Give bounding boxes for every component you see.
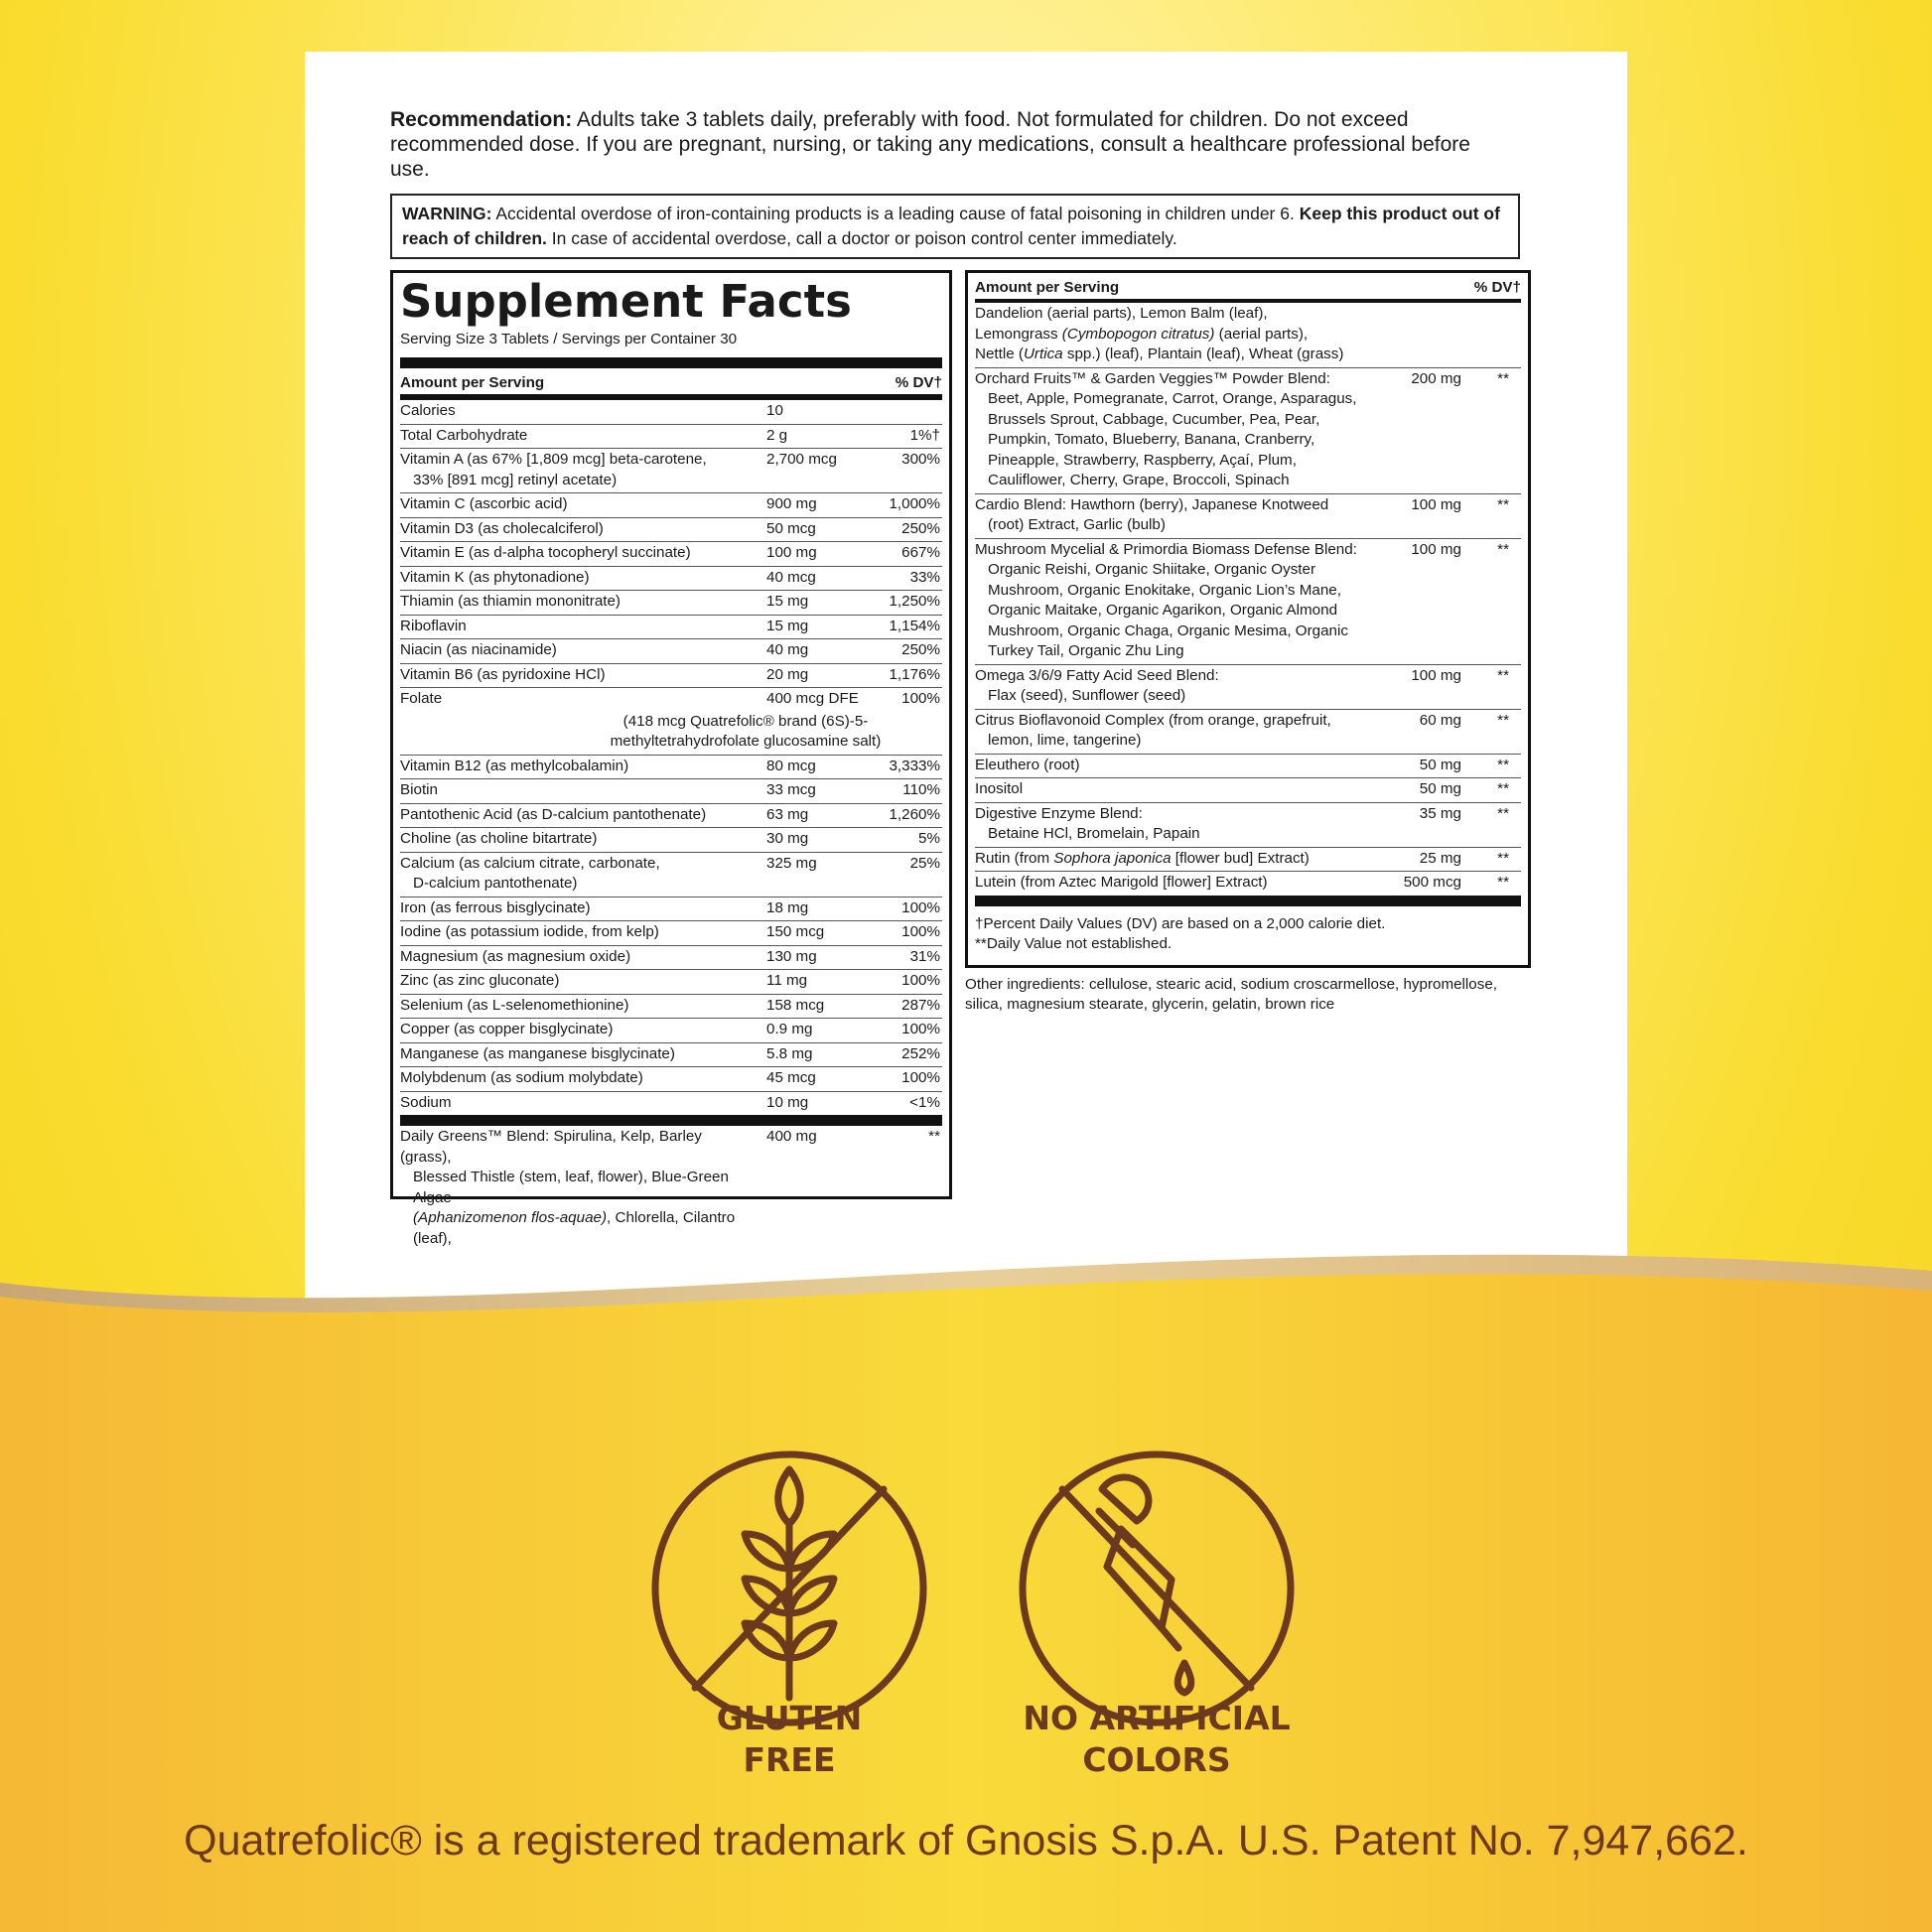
nutrient-row: [400, 425, 942, 450]
nutrient-name-text: Pantothenic Acid (as D-calcium pantothenate): [400, 805, 707, 823]
blend-dv: **: [1497, 756, 1509, 773]
nutrient-name-text: Niacin (as niacinamide): [400, 641, 557, 658]
footnote-not-established: **Daily Value not established.: [975, 934, 1173, 952]
nutrient-amount: 11 mg: [766, 972, 808, 989]
nutrient-name: [400, 400, 753, 424]
nutrient-amount: 15 mg: [766, 593, 809, 610]
nutrient-name-text: Iron (as ferrous bisglycinate): [400, 898, 591, 916]
supplement-facts-panel: [390, 270, 952, 1247]
nutrient-amount: 5.8 mg: [766, 1044, 813, 1062]
nutrient-name: Lutein (from Aztec Marigold [flower] Extract): [975, 874, 1268, 891]
nutrient-name-text: Biotin: [400, 781, 438, 798]
blend-ingredients: Betaine HCl, Bromelain, Papain: [988, 825, 1200, 842]
nutrient-row: [400, 897, 942, 922]
nutrient-name: [400, 1019, 753, 1042]
nutrient-amount: 40 mcg: [766, 568, 816, 586]
line3-italic: Urtica: [1023, 345, 1063, 362]
nutrient-row: [400, 779, 942, 804]
greens-sub2: [400, 1208, 753, 1249]
blend-amount: 100 mg: [1411, 666, 1461, 684]
line2a: Lemongrass: [975, 325, 1062, 343]
blend-amount: 200 mg: [1411, 369, 1461, 387]
nutrient-name: [400, 921, 753, 945]
header-amount: Amount per Serving: [400, 374, 545, 391]
nutrient-name-text: Copper (as copper bisglycinate): [400, 1021, 614, 1037]
nutrient-row: [400, 567, 942, 592]
blend-ingredients: (root) Extract, Garlic (bulb): [988, 516, 1166, 533]
blend-ingredients: Flax (seed), Sunflower (seed): [988, 687, 1186, 704]
greens-name: Daily Greens™ Blend: Spirulina, Kelp, Barley (grass),: [400, 1128, 702, 1166]
nutrient-row: [400, 616, 942, 640]
nutrient-dv: 25%: [909, 854, 940, 872]
blend-row: [975, 755, 1521, 779]
nutrient-name: [400, 567, 753, 591]
nutrient-name: [400, 1067, 753, 1091]
warning-text: Accidental overdose of iron-containing products is a leading cause of fatal poisoning in children under 6.: [495, 204, 1295, 223]
header-amount: Amount per Serving: [975, 279, 1120, 296]
nutrient-amount: 0.9 mg: [766, 1021, 813, 1037]
nutrient-name-text: Magnesium (as magnesium oxide): [400, 947, 631, 965]
nutrient-amount: 50 mcg: [766, 519, 816, 537]
nutrient-name-text: Vitamin K (as phytonadione): [400, 568, 590, 586]
nutrient-dv: 1,154%: [889, 617, 940, 634]
nutrient-name-text: Vitamin B12 (as methylcobalamin): [400, 757, 629, 774]
nutrient-dv: 287%: [901, 996, 940, 1014]
badge-gluten-free: [635, 1698, 943, 1781]
greens-cont-line1: Dandelion (aerial parts), Lemon Balm (leaf),: [975, 305, 1268, 322]
nutrient-name: [400, 542, 753, 566]
badge-line2: FREE: [743, 1740, 836, 1779]
nutrient-name: Folate: [400, 690, 443, 707]
blend-title: Inositol: [975, 780, 1024, 797]
greens-continued: [975, 303, 1521, 368]
nutrient-amount: 2 g: [766, 426, 788, 444]
greens-cont-line3: [975, 345, 1491, 365]
facts-header: [400, 368, 942, 400]
header-dv: % DV†: [1473, 279, 1521, 296]
nutrient-row: [400, 493, 942, 518]
nutrient-amount: 400 mg: [766, 1128, 817, 1145]
nutrient-name-sub: D-calcium pantothenate): [413, 875, 578, 892]
warning-keep-out: Keep this product out of reach of children.: [402, 204, 1500, 248]
blend-title: Omega 3/6/9 Fatty Acid Seed Blend:: [975, 666, 1219, 684]
nutrient-name: [400, 449, 753, 492]
blend-ingredients: Beet, Apple, Pomegranate, Carrot, Orange, Asparagus, Brussels Sprout, Cabbage, Cucumber, Pea, Pear, Pumpkin, Tomato, Blueberry, Banana, Cranberry, Pineapple, Strawberry, Raspberry, Açaí, Plum, Cauliflower, Cherry, Grape, Broccoli, Spinach: [988, 390, 1357, 488]
blend-name: [975, 494, 1372, 538]
nutrient-rows-2: [400, 756, 942, 1127]
footnotes: [975, 906, 1521, 954]
nutrient-row-lutein: [975, 872, 1521, 906]
nutrient-dv: **: [1497, 849, 1509, 867]
nutrient-dv: 100%: [901, 1069, 940, 1086]
nutrient-amount: 25 mg: [1419, 849, 1461, 867]
badge-line1: NO ARTIFICIAL: [1023, 1699, 1291, 1737]
nutrient-row-rutin: [975, 848, 1521, 873]
blend-amount: 100 mg: [1411, 495, 1461, 513]
blend-dv: **: [1497, 666, 1509, 684]
nutrient-row: [400, 400, 942, 425]
nutrient-amount: 45 mcg: [766, 1069, 816, 1086]
blend-name: [975, 803, 1372, 847]
nutrient-row: [400, 1043, 942, 1068]
nutrient-row: [400, 921, 942, 946]
dropper-crossed-icon: [1018, 1449, 1296, 1727]
facts-title: Supplement Facts: [400, 275, 852, 328]
nutrient-dv: 100%: [901, 923, 940, 940]
nutrient-name-sub: 33% [891 mcg] retinyl acetate): [413, 471, 618, 488]
nutrient-name-text: Riboflavin: [400, 617, 467, 634]
blend-row: [975, 778, 1521, 803]
nutrient-amount: 158 mcg: [766, 996, 825, 1014]
nutrient-row: [400, 995, 942, 1020]
greens-sub1: Blessed Thistle (stem, leaf, flower), Blue-Green Algae: [413, 1169, 729, 1206]
blend-title: Mushroom Mycelial & Primordia Biomass Defense Blend:: [975, 540, 1357, 558]
nutrient-name: [400, 828, 753, 852]
nutrient-name: [400, 1092, 753, 1116]
blend-dv: **: [1497, 780, 1509, 797]
blend-title: Digestive Enzyme Blend:: [975, 804, 1143, 822]
nutrient-amount: 63 mg: [766, 805, 809, 823]
nutrient-name-text: Calories: [400, 402, 456, 419]
nutrient-name: [400, 493, 753, 517]
nutrient-amount: 130 mg: [766, 947, 817, 965]
nutrient-dv: 100%: [901, 898, 940, 916]
recommendation-body: Adults take 3 tablets daily, preferably with food. Not formulated for children. Do not exceed recommended dose. If you are pregnant, nursing, or taking any medications, consult a healthcare professional before use.: [390, 108, 1470, 181]
nutrient-row: [400, 946, 942, 971]
nutrient-name: [400, 425, 753, 449]
blend-dv: **: [1497, 540, 1509, 558]
blend-amount: 100 mg: [1411, 540, 1461, 558]
nutrient-row: [400, 970, 942, 995]
nutrient-dv: 100%: [901, 972, 940, 989]
nutrient-dv: 100%: [901, 690, 940, 707]
trademark-notice: Quatrefolic® is a registered trademark of Gnosis S.p.A. U.S. Patent No. 7,947,662.: [184, 1817, 1748, 1864]
blend-row: [975, 539, 1521, 665]
nutrient-dv: 5%: [918, 830, 940, 847]
nutrient-name-text: Iodine (as potassium iodide, from kelp): [400, 923, 659, 940]
nutrient-name-text: Vitamin D3 (as cholecalciferol): [400, 519, 604, 537]
nutrient-amount: 10: [766, 402, 783, 419]
nutrient-name: [400, 970, 753, 994]
badge-line2: COLORS: [1082, 1740, 1231, 1779]
nutrient-name-text: Manganese (as manganese bisglycinate): [400, 1044, 675, 1062]
nutrient-row: [400, 804, 942, 829]
blend-amount: 50 mg: [1419, 780, 1461, 797]
nutrient-dv: 33%: [909, 568, 940, 586]
nutrient-dv: **: [928, 1128, 940, 1145]
nutrient-name: [400, 639, 753, 663]
blend-title: Eleuthero (root): [975, 756, 1080, 773]
blend-amount: 50 mg: [1419, 756, 1461, 773]
blend-name: [975, 755, 1372, 778]
nutrient-amount: 30 mg: [766, 830, 809, 847]
nutrient-row: [400, 756, 942, 780]
nutrient-row: [400, 639, 942, 664]
nutrient-amount: 80 mcg: [766, 757, 816, 774]
nutrient-dv: 1,176%: [889, 665, 940, 683]
recommendation-text: [390, 107, 1512, 182]
blend-dv: **: [1497, 369, 1509, 387]
nutrient-dv: 100%: [901, 1021, 940, 1037]
blend-row: [975, 803, 1521, 848]
nutrient-rows: [400, 400, 942, 688]
nutrient-name: [400, 616, 753, 639]
nutrient-name: [400, 779, 753, 803]
nutrient-amount: 400 mcg DFE: [766, 690, 859, 707]
rutin-name: [975, 848, 1372, 872]
nutrient-name-text: Molybdenum (as sodium molybdate): [400, 1069, 643, 1086]
line2-italic: (Cymbopogon citratus): [1061, 325, 1215, 343]
blend-name: [975, 710, 1372, 754]
greens-sub2-rest: , Chlorella, Cilantro (leaf),: [413, 1209, 736, 1247]
nutrient-name: [400, 897, 753, 921]
nutrient-amount: 33 mcg: [766, 781, 816, 798]
supplement-facts-panel-continued: [965, 270, 1531, 968]
nutrient-name-text: Thiamin (as thiamin mononitrate): [400, 593, 621, 610]
blend-row: [975, 368, 1521, 494]
blend-ingredients: lemon, lime, tangerine): [988, 732, 1142, 749]
blend-title: Orchard Fruits™ & Garden Veggies™ Powder Blend:: [975, 369, 1330, 387]
nutrient-name: [400, 853, 753, 897]
nutrient-amount: 500 mcg: [1403, 874, 1461, 891]
nutrient-name-text: Sodium: [400, 1093, 452, 1111]
nutrient-amount: 2,700 mcg: [766, 451, 837, 468]
blend-amount: 60 mg: [1419, 711, 1461, 729]
nutrient-amount: 40 mg: [766, 641, 809, 658]
nutrient-dv: 110%: [902, 781, 940, 798]
facts-header-right: [975, 273, 1521, 303]
nutrient-name: [400, 804, 753, 828]
nutrient-name-text: Selenium (as L-selenomethionine): [400, 996, 629, 1014]
nutrient-row: [400, 1067, 942, 1092]
greens-species: (Aphanizomenon flos-aquae): [413, 1209, 608, 1226]
serving-size: Serving Size 3 Tablets / Servings per Container 30: [400, 330, 942, 368]
nutrient-name-text: Zinc (as zinc gluconate): [400, 972, 560, 989]
line3b: spp.) (leaf), Plantain (leaf), Wheat (grass): [1062, 345, 1344, 362]
nutrient-name-text: Vitamin E (as d-alpha tocopheryl succinate): [400, 544, 691, 561]
nutrient-amount: 18 mg: [766, 898, 809, 916]
greens-cont-text: [975, 303, 1491, 367]
nutrient-name-text: Vitamin C (ascorbic acid): [400, 495, 568, 512]
nutrient-name-text: Vitamin B6 (as pyridoxine HCl): [400, 665, 606, 683]
rutin-pre: Rutin (from: [975, 849, 1054, 867]
nutrient-row: [400, 664, 942, 689]
line2b: (aerial parts),: [1214, 325, 1309, 343]
nutrient-name-text: Total Carbohydrate: [400, 426, 528, 444]
nutrient-name: [400, 591, 753, 615]
blend-row: [975, 665, 1521, 710]
folate-detail: (418 mcg Quatrefolic® brand (6S)-5-methyltetrahydrofolate glucosamine salt): [610, 712, 882, 750]
blend-amount: 35 mg: [1419, 804, 1461, 822]
nutrient-dv: 250%: [901, 519, 940, 537]
nutrient-dv: 1,250%: [889, 593, 940, 610]
nutrient-name: [400, 995, 753, 1019]
blend-name: [975, 778, 1372, 802]
blend-name: [400, 1126, 753, 1251]
badge-line1: GLUTEN: [716, 1699, 863, 1737]
blend-name: [975, 539, 1372, 664]
nutrient-dv: **: [1497, 874, 1509, 891]
nutrient-row: [400, 1092, 942, 1127]
nutrient-row: [400, 518, 942, 543]
footnote-dv: †Percent Daily Values (DV) are based on a 2,000 calorie diet.: [975, 914, 1386, 932]
nutrient-dv: 250%: [901, 641, 940, 658]
nutrient-row: [400, 853, 942, 897]
nutrient-amount: 100 mg: [766, 544, 817, 561]
nutrient-dv: <1%: [909, 1093, 940, 1111]
blend-title: Cardio Blend: Hawthorn (berry), Japanese Knotweed: [975, 495, 1329, 513]
blend-name: [975, 368, 1372, 493]
nutrient-amount: 20 mg: [766, 665, 809, 683]
nutrient-name-text: Vitamin A (as 67% [1,809 mcg] beta-carotene,: [400, 451, 707, 468]
nutrient-row: [400, 828, 942, 853]
blend-title: Citrus Bioflavonoid Complex (from orange, grapefruit,: [975, 711, 1331, 729]
nutrient-dv: 252%: [901, 1044, 940, 1062]
nutrient-name-text: Calcium (as calcium citrate, carbonate,: [400, 854, 660, 872]
header-dv: % DV†: [895, 374, 942, 391]
nutrient-dv: 31%: [909, 947, 940, 965]
nutrient-dv: 1%†: [909, 426, 940, 444]
greens-cont-line2: [975, 325, 1491, 345]
nutrient-dv: 1,260%: [889, 805, 940, 823]
blend-dv: **: [1497, 495, 1509, 513]
warning-box: [390, 194, 1520, 259]
recommendation-label: Recommendation:: [390, 108, 573, 131]
nutrient-name: [400, 1043, 753, 1067]
blend-dv: **: [1497, 711, 1509, 729]
blend-row: [975, 710, 1521, 755]
wheat-crossed-icon: [650, 1449, 928, 1727]
nutrient-amount: 900 mg: [766, 495, 817, 512]
blend-name: [975, 665, 1372, 709]
nutrient-name: [400, 756, 753, 779]
nutrient-row-folate: [400, 688, 942, 756]
nutrient-row: [400, 449, 942, 493]
rutin-species: Sophora japonica: [1053, 849, 1172, 867]
nutrient-row: [400, 542, 942, 567]
nutrient-row: [400, 591, 942, 616]
nutrient-amount: 15 mg: [766, 617, 809, 634]
rutin-post: [flower bud] Extract): [1171, 849, 1310, 867]
nutrient-name: [400, 664, 753, 688]
nutrient-amount: 325 mg: [766, 854, 817, 872]
nutrient-dv: 1,000%: [889, 495, 940, 512]
nutrient-dv: 300%: [901, 451, 940, 468]
blend-dv: **: [1497, 804, 1509, 822]
badge-no-artificial-colors: [993, 1698, 1320, 1781]
nutrient-row-daily-greens: [400, 1126, 942, 1251]
nutrient-amount: 10 mg: [766, 1093, 809, 1111]
nutrient-amount: 150 mcg: [766, 923, 825, 940]
nutrient-row: [400, 1019, 942, 1043]
nutrient-name: [400, 946, 753, 970]
warning-overdose-text: In case of accidental overdose, call a doctor or poison control center immediately.: [551, 228, 1177, 248]
nutrient-dv: 3,333%: [889, 757, 940, 774]
blend-row: [975, 494, 1521, 539]
other-ingredients: Other ingredients: cellulose, stearic acid, sodium croscarmellose, hypromellose, silica, magnesium stearate, glycerin, gelatin, brown rice: [965, 976, 1498, 1013]
warning-label: WARNING:: [402, 204, 492, 223]
nutrient-name-text: Choline (as choline bitartrate): [400, 830, 598, 847]
blend-ingredients: Organic Reishi, Organic Shiitake, Organic Oyster Mushroom, Organic Enokitake, Organic Lion’s Mane, Organic Maitake, Organic Agarikon, Organic Almond Mushroom, Organic Chaga, Organic Mesima, Organic Turkey Tail, Organic Zhu Ling: [988, 561, 1348, 659]
nutrient-dv: 667%: [901, 544, 940, 561]
line3a: Nettle (: [975, 345, 1024, 362]
blend-rows: [975, 368, 1521, 848]
nutrient-name: [400, 518, 753, 542]
